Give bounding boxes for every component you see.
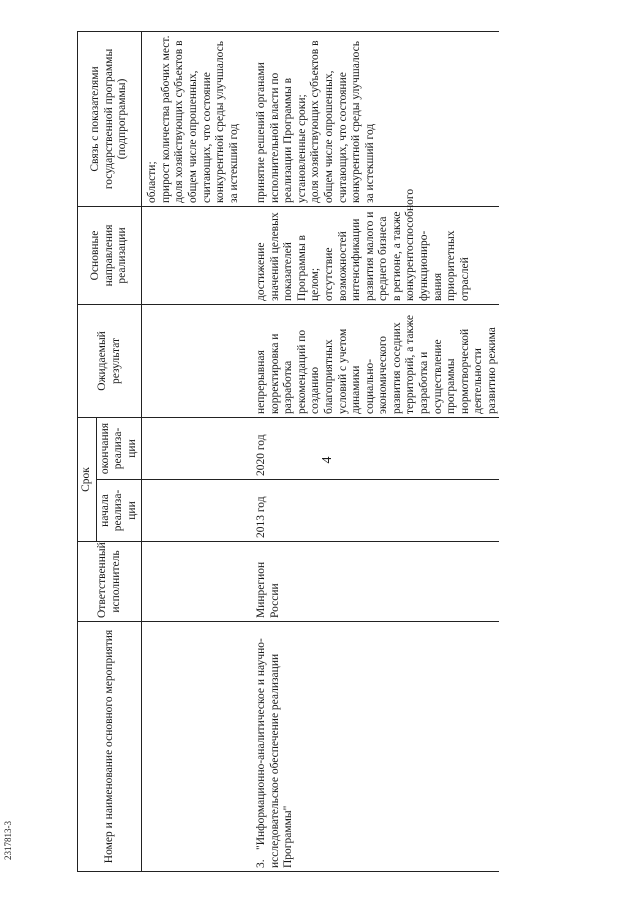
program-measures-table <box>77 31 499 872</box>
expected-result-cell: непрерывная корректировка и разработка рекомендаций по созданию благоприятных условий с учетом динамики социально-экономического развития соседних территорий, а также разработка и осуществление программы нормотворческой деятельности развитию режима <box>247 304 499 417</box>
table-row <box>247 31 499 871</box>
indicators-link-cell: принятие решений органами исполнительной власти по реализации Программы в установленные сроки; доля хозяйствующих субъектов в общем числе опрошенных, считающих, что состояние конкурентной среды улучшалось за истекший год <box>247 31 499 206</box>
header-term-end: окончания реализа-ции <box>96 417 142 479</box>
header-executor: Ответственный исполнитель <box>78 542 142 622</box>
header-main-directions: Основные направления реализации <box>78 206 142 304</box>
header-indicators-link: Связь с показателями государственной программы (подпрограммы) <box>78 31 142 206</box>
main-directions-cell: достижение значений целевых показателей Программы в целом; отсутствие возможностей интенсификации развития малого и среднего бизнеса в регионе, а также конкурентоспособного функциониро-вания приоритетных отраслей <box>247 206 499 304</box>
header-measure: Номер и наименование основного мероприятия <box>78 622 142 872</box>
page-number: 4 <box>320 456 335 464</box>
continuation-indicators-link: области; прирост количества рабочих мест. доля хозяйствующих субъектов в общем числе опрошенных, считающих, что состояние конкурентной среды улучшалось за истекший год <box>142 31 247 206</box>
rotated-table-page <box>77 32 607 872</box>
header-term-start: начала реализа-ции <box>96 480 142 542</box>
executor-cell: Минрегион России <box>247 542 499 622</box>
header-row-1 <box>78 31 97 871</box>
header-term: Срок <box>78 417 97 541</box>
header-expected-result: Ожидаемый результат <box>78 304 142 417</box>
term-start-cell: 2013 год <box>247 480 499 542</box>
measure-number: 3. <box>255 859 268 868</box>
table-row-continuation <box>142 31 247 871</box>
term-end-cell: 2020 год <box>247 417 499 479</box>
measure-title: "Информационно-аналитическое и научно-исследовательское обеспечение реализации Программы" <box>255 638 295 868</box>
measure-cell <box>247 622 499 872</box>
footer-stamp: 2317813-3 <box>3 821 13 860</box>
